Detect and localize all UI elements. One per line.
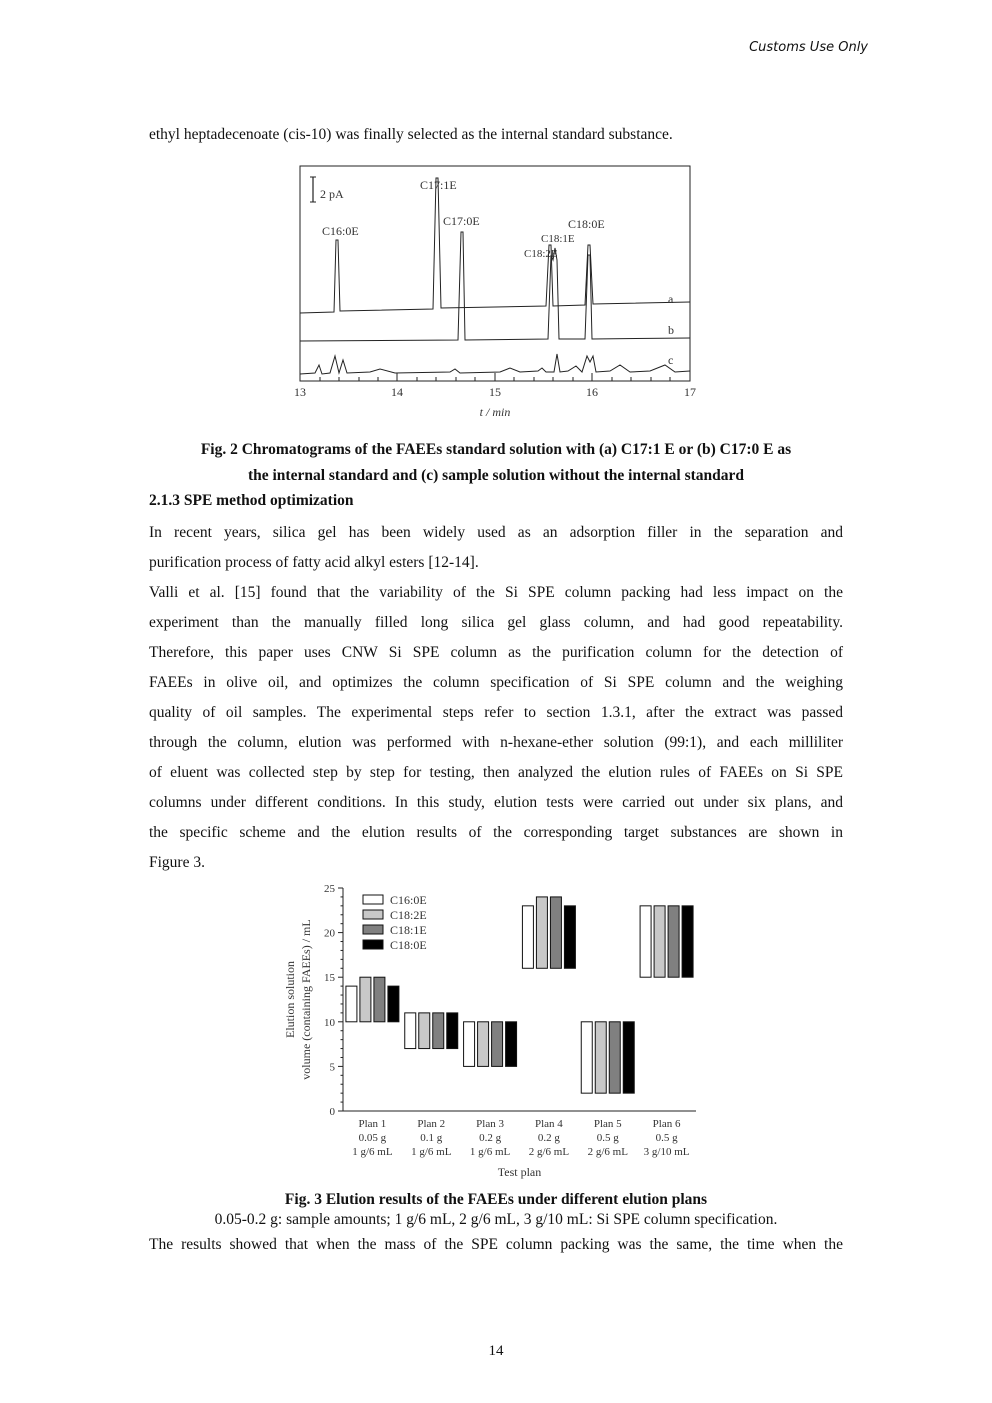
p2-line: through the column, elution was performed with n-hexane-ether solution (99:1), and each milliliter — [149, 734, 843, 751]
bar-C18:1E-plan6 — [668, 906, 679, 977]
x-category-label: 3 g/10 mL — [643, 1146, 690, 1158]
bar-C18:1E-plan1 — [374, 977, 385, 1022]
bar-C18:1E-plan2 — [433, 1013, 444, 1049]
y-axis-label-line1: Elution solution — [283, 960, 297, 1039]
intro-sentence: ethyl heptadecenoate (cis-10) was finally selected as the internal standard substance. — [149, 126, 673, 143]
page-number: 14 — [488, 1343, 504, 1359]
x-axis — [300, 373, 690, 381]
x-category-label: Plan 6 — [652, 1118, 681, 1130]
p2-line: Figure 3. — [149, 854, 205, 871]
p2-line: FAEEs in olive oil, and optimizes the column specification of Si SPE column and the weighing — [149, 674, 843, 691]
y-tick-label: 20 — [324, 927, 335, 940]
legend-swatch — [363, 925, 383, 934]
bar-C16:0E-plan6 — [640, 906, 651, 977]
x-axis-label: Test plan — [497, 1165, 542, 1179]
p2-line: quality of oil samples. The experimental steps refer to section 1.3.1, after the extract was passed — [149, 704, 843, 721]
legend-label: C18:1E — [390, 923, 427, 937]
legend-swatch — [363, 940, 383, 949]
bar-C18:0E-plan3 — [506, 1022, 517, 1067]
p1-line: purification process of fatty acid alkyl esters [12-14]. — [149, 554, 479, 571]
closing-sentence: The results showed that when the mass of the SPE column packing was the same, the time when the — [149, 1236, 843, 1253]
x-category-label: Plan 4 — [535, 1118, 563, 1130]
bar-C18:1E-plan3 — [492, 1022, 503, 1067]
x-category-label: 0.2 g — [537, 1132, 560, 1144]
x-category-label: 0.5 g — [655, 1132, 678, 1144]
x-tick-17: 17 — [684, 385, 696, 399]
x-tick-16: 16 — [586, 385, 598, 399]
y-tick-label: 5 — [329, 1061, 335, 1074]
p2-line: Valli et al. [15] found that the variability of the Si SPE column packing had less impact on the — [149, 584, 843, 601]
x-tick-15: 15 — [489, 385, 501, 399]
bar-C16:0E-plan2 — [405, 1013, 416, 1049]
x-category-label: 1 g/6 mL — [352, 1146, 393, 1158]
y-axis-label-line2: volume (containing FAEEs) / mL — [299, 919, 313, 1080]
legend-label: C18:2E — [390, 908, 427, 922]
trace-label-a: a — [668, 292, 674, 306]
bar-C18:2E-plan3 — [478, 1022, 489, 1067]
x-category-label: 2 g/6 mL — [528, 1146, 570, 1158]
bar-C18:2E-plan5 — [595, 1022, 606, 1093]
peak-label-c180: C18:0E — [568, 217, 605, 231]
x-category-label: Plan 3 — [476, 1118, 504, 1130]
x-category-label: Plan 2 — [417, 1118, 446, 1130]
peak-label-c170: C17:0E — [443, 214, 480, 228]
x-tick-14: 14 — [391, 385, 403, 399]
bar-C16:0E-plan1 — [346, 986, 357, 1022]
x-category-label: 0.5 g — [596, 1132, 619, 1144]
trace-a — [300, 178, 690, 313]
y-tick-label: 15 — [324, 972, 335, 985]
trace-c — [300, 354, 690, 374]
bar-C18:1E-plan5 — [609, 1022, 620, 1093]
bar-C18:0E-plan6 — [682, 906, 693, 977]
legend-label: C18:0E — [390, 938, 427, 952]
p2-line: experiment than the manually filled long silica gel glass column, and had good repeatability. — [149, 614, 843, 631]
page-header: Customs Use Only — [749, 40, 868, 55]
bar-C18:0E-plan5 — [623, 1022, 634, 1093]
bar-C18:0E-plan1 — [388, 986, 399, 1022]
bar-C18:2E-plan1 — [360, 977, 371, 1022]
section-heading: 2.1.3 SPE method optimization — [149, 492, 354, 509]
bar-C18:2E-plan6 — [654, 906, 665, 977]
x-category-label: 0.1 g — [420, 1132, 443, 1144]
x-category-label: 0.05 g — [358, 1132, 387, 1144]
bar-C16:0E-plan5 — [581, 1022, 592, 1093]
fig2-caption-line2: the internal standard and (c) sample solution without the internal standard — [247, 467, 745, 484]
trace-label-c: c — [668, 353, 674, 367]
legend-swatch — [363, 910, 383, 919]
p2-line: Therefore, this paper uses CNW Si SPE column as the purification column for the detection of — [149, 644, 843, 661]
bar-C18:0E-plan2 — [447, 1013, 458, 1049]
bar-C16:0E-plan3 — [464, 1022, 475, 1067]
peak-label-c171: C17:1E — [420, 178, 457, 192]
x-category-label: 2 g/6 mL — [587, 1146, 628, 1158]
p2-line: the specific scheme and the elution results of the corresponding target substances are shown in — [149, 824, 843, 841]
x-category-label: Plan 5 — [593, 1118, 622, 1130]
y-tick-label: 0 — [329, 1106, 335, 1118]
trace-label-b: b — [668, 323, 674, 337]
x-tick-13: 13 — [294, 385, 306, 399]
legend-swatch — [363, 895, 383, 904]
x-category-label: 0.2 g — [479, 1132, 502, 1144]
p2-line: of eluent was collected step by step for testing, then analyzed the elution rules of FAEEs on Si SPE — [149, 764, 843, 781]
peak-label-c160: C16:0E — [322, 224, 359, 238]
paragraph-2 — [149, 578, 843, 878]
x-category-label: 1 g/6 mL — [411, 1146, 452, 1158]
p1-line: In recent years, silica gel has been widely used as an adsorption filler in the separation and — [149, 524, 843, 541]
fig3-note: 0.05-0.2 g: sample amounts; 1 g/6 mL, 2 g/6 mL, 3 g/10 mL: Si SPE column specification. — [214, 1211, 778, 1228]
peak-label-c181: C18:1E — [541, 233, 575, 245]
bar-C18:0E-plan4 — [564, 906, 575, 968]
fig2-chromatogram — [270, 160, 720, 425]
trace-b — [300, 232, 690, 341]
fig3-caption: Fig. 3 Elution results of the FAEEs under different elution plans — [284, 1191, 708, 1208]
fig2-caption-line1: Fig. 2 Chromatograms of the FAEEs standard solution with (a) C17:1 E or (b) C17:0 E as — [200, 441, 792, 458]
x-axis-label: t / min — [479, 405, 511, 419]
fig3-bar-chart — [280, 878, 710, 1188]
bar-C18:2E-plan2 — [419, 1013, 430, 1049]
p2-line: columns under different conditions. In this study, elution tests were carried out under six plans, and — [149, 794, 843, 811]
bar-C18:2E-plan4 — [536, 897, 547, 968]
y-tick-label: 10 — [324, 1016, 335, 1029]
plot-frame — [300, 166, 690, 381]
scale-label: 2 pA — [320, 187, 344, 201]
bar-C16:0E-plan4 — [522, 906, 533, 968]
bar-C18:1E-plan4 — [550, 897, 561, 968]
paragraph-1 — [149, 518, 843, 578]
y-tick-label: 25 — [324, 883, 335, 895]
x-category-label: Plan 1 — [358, 1118, 387, 1130]
x-category-label: 1 g/6 mL — [469, 1146, 511, 1158]
legend-label: C16:0E — [390, 893, 427, 907]
peak-label-c182: C18:2E — [524, 248, 558, 260]
